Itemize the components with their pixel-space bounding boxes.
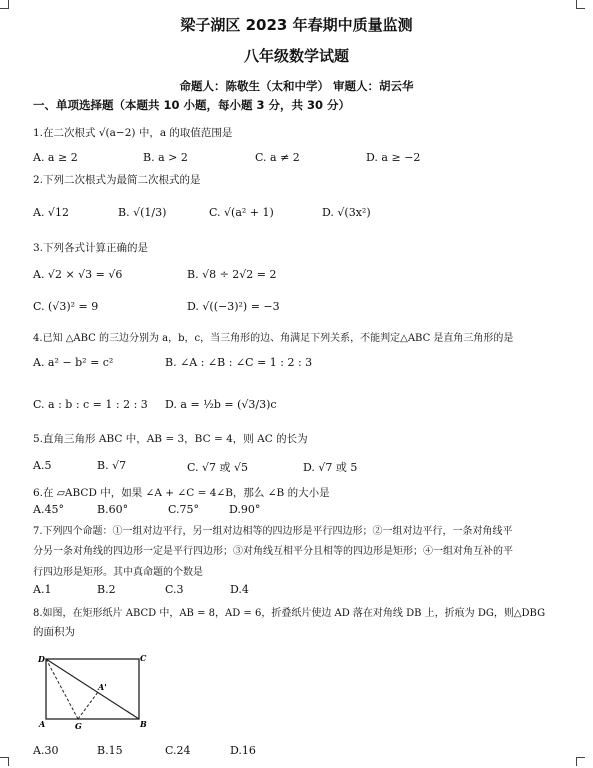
question-3-stem: 3.下列各式计算正确的是 [33, 242, 149, 254]
q4-option-a: A. a² − b² = c² [33, 356, 114, 369]
question-7-line-1: 7.下列四个命题：①一组对边平行，另一组对边相等的四边形是平行四边形；②一组对边平行，一条对角线平 [33, 526, 513, 537]
q2-option-a: A. √12 [33, 206, 69, 219]
q8-option-a: A.30 [33, 744, 59, 757]
fold-line-dg [46, 659, 78, 719]
q1-option-a: A. a ≥ 2 [33, 151, 78, 164]
q3-option-b: B. √8 ÷ 2√2 = 2 [187, 268, 277, 281]
q4-option-c: C. a : b : c = 1 : 2 : 3 [33, 398, 148, 411]
q4-option-d: D. a = ½b = (√3/3)c [165, 398, 277, 411]
q5-option-c: C. √7 或 √5 [187, 461, 249, 474]
section-heading: 一、单项选择题（本题共 10 小题，每小题 3 分，共 30 分） [33, 98, 351, 112]
crop-mark-top-left [0, 0, 9, 9]
question-2-stem: 2.下列二次根式为最简二次根式的是 [33, 174, 201, 186]
page-title: 梁子湖区 2023 年春期中质量监测 [180, 16, 413, 34]
q8-option-d: D.16 [230, 744, 256, 757]
label-g: G [75, 721, 82, 731]
q7-option-d: D.4 [230, 583, 249, 596]
q7-option-a: A.1 [33, 583, 52, 596]
q3-option-c: C. (√3)² = 9 [33, 300, 99, 313]
rectangle-fold-figure [36, 652, 156, 732]
q3-option-d: D. √((−3)²) = −3 [187, 300, 280, 313]
q5-option-b: B. √7 [97, 459, 127, 472]
q8-option-c: C.24 [165, 744, 191, 757]
question-6-stem: 6.在 ▱ABCD 中，如果 ∠A + ∠C = 4∠B，那么 ∠B 的大小是 [33, 487, 330, 499]
q2-option-d: D. √(3x²) [322, 206, 371, 219]
q2-option-c: C. √(a² + 1) [209, 206, 274, 219]
question-8-line-2: 的面积为 [33, 626, 75, 638]
label-a: A [39, 719, 46, 729]
question-1-stem: 1.在二次根式 √(a−2) 中，a 的取值范围是 [33, 127, 233, 139]
authors-line: 命题人：陈敬生（太和中学） 审题人：胡云华 [179, 79, 414, 93]
diagonal-db [46, 659, 139, 719]
label-a-prime: A' [98, 682, 107, 692]
question-8-line-1: 8.如图，在矩形纸片 ABCD 中，AB = 8，AD = 6，折叠纸片使边 AD 落在对角线 DB 上，折痕为 DG，则△DBG [33, 608, 546, 619]
page-subtitle: 八年级数学试题 [243, 47, 349, 65]
q6-option-a: A.45° [33, 503, 64, 516]
q6-option-b: B.60° [97, 503, 129, 516]
q8-option-b: B.15 [97, 744, 123, 757]
label-b: B [140, 719, 147, 729]
q1-option-b: B. a > 2 [143, 151, 188, 164]
q1-option-d: D. a ≥ −2 [366, 151, 421, 164]
q3-option-a: A. √2 × √3 = √6 [33, 268, 123, 281]
q2-option-b: B. √(1/3) [118, 206, 167, 219]
segment-ga1 [78, 692, 98, 719]
crop-mark-bottom-right [576, 757, 585, 766]
q5-option-a: A.5 [33, 459, 52, 472]
question-7-line-3: 行四边形是矩形。其中真命题的个数是 [33, 567, 203, 578]
label-c: C [140, 653, 147, 663]
q1-option-c: C. a ≠ 2 [255, 151, 300, 164]
q5-option-d: D. √7 或 5 [303, 461, 358, 474]
q7-option-b: B.2 [97, 583, 116, 596]
question-5-stem: 5.直角三角形 ABC 中，AB = 3，BC = 4，则 AC 的长为 [33, 433, 308, 445]
q4-option-b: B. ∠A : ∠B : ∠C = 1 : 2 : 3 [165, 356, 313, 369]
question-7-line-2: 分另一条对角线的四边形一定是平行四边形；③对角线互相平分且相等的四边形是矩形；④一组对角互补的平 [33, 546, 513, 557]
q7-option-c: C.3 [165, 583, 184, 596]
q6-option-d: D.90° [229, 503, 261, 516]
label-d: D [38, 654, 45, 664]
crop-mark-top-right [576, 0, 585, 9]
crop-mark-bottom-left [0, 757, 9, 766]
question-4-stem: 4.已知 △ABC 的三边分别为 a，b，c，当三角形的边、角满足下列关系，不能判定△ABC 是直角三角形的是 [33, 333, 514, 344]
q6-option-c: C.75° [168, 503, 200, 516]
